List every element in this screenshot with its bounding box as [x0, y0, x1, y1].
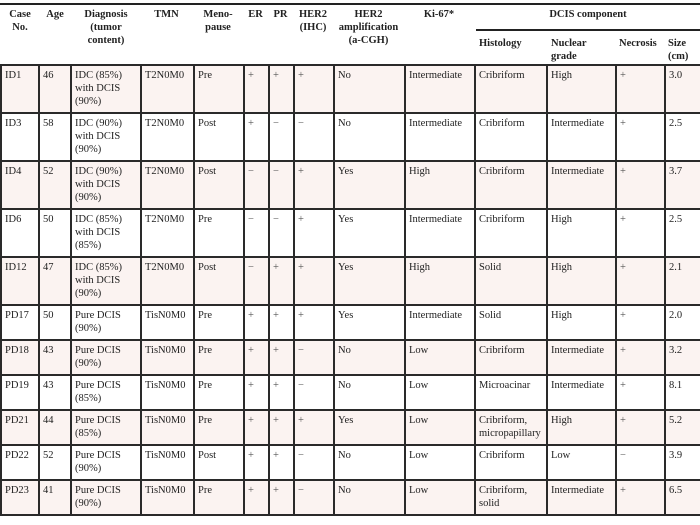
- menopause-cell: Post: [194, 113, 244, 161]
- her2-amplification-cell: Yes: [334, 209, 405, 257]
- necrosis-cell: +: [616, 65, 665, 113]
- diagnosis-cell: Pure DCIS (90%): [71, 305, 141, 340]
- header-er: ER: [248, 9, 263, 20]
- her2-ihc-cell: −: [294, 375, 334, 410]
- age-cell: 44: [39, 410, 71, 445]
- her2-amplification-cell: No: [334, 340, 405, 375]
- table-row: [1, 445, 700, 480]
- nuclear-grade-cell: High: [547, 257, 616, 305]
- table-row: [1, 161, 700, 209]
- header-necrosis: Necrosis: [619, 38, 657, 49]
- header-dcis-component: DCIS component: [549, 9, 627, 20]
- ki67-cell: Low: [405, 445, 475, 480]
- header-menopause: Meno- pause: [203, 9, 233, 33]
- tmn-cell: T2N0M0: [141, 161, 194, 209]
- tmn-cell: TisN0M0: [141, 410, 194, 445]
- diagnosis-cell: IDC (85%) with DCIS (85%): [71, 209, 141, 257]
- pr-cell: +: [269, 305, 294, 340]
- case-cell: PD23: [1, 480, 39, 515]
- data-table: [0, 64, 700, 516]
- tmn-cell: TisN0M0: [141, 480, 194, 515]
- her2-ihc-cell: +: [294, 305, 334, 340]
- histology-cell: Solid: [475, 305, 547, 340]
- menopause-cell: Pre: [194, 375, 244, 410]
- her2-ihc-cell: −: [294, 340, 334, 375]
- er-cell: −: [244, 209, 269, 257]
- header-her2-amplification: HER2 amplification (a-CGH): [338, 9, 399, 46]
- case-cell: PD19: [1, 375, 39, 410]
- pr-cell: −: [269, 209, 294, 257]
- necrosis-cell: +: [616, 480, 665, 515]
- er-cell: −: [244, 257, 269, 305]
- tmn-cell: T2N0M0: [141, 65, 194, 113]
- her2-ihc-cell: +: [294, 209, 334, 257]
- nuclear-grade-cell: Intermediate: [547, 161, 616, 209]
- her2-amplification-cell: Yes: [334, 257, 405, 305]
- age-cell: 50: [39, 305, 71, 340]
- er-cell: +: [244, 113, 269, 161]
- case-cell: PD17: [1, 305, 39, 340]
- size-cell: 6.5: [665, 480, 700, 515]
- header-size: Size (cm): [668, 38, 689, 62]
- pr-cell: −: [269, 161, 294, 209]
- pr-cell: +: [269, 340, 294, 375]
- her2-ihc-cell: +: [294, 65, 334, 113]
- er-cell: +: [244, 480, 269, 515]
- table-header: [0, 0, 700, 66]
- table-row: [1, 375, 700, 410]
- her2-ihc-cell: +: [294, 161, 334, 209]
- necrosis-cell: +: [616, 209, 665, 257]
- histology-cell: Microacinar: [475, 375, 547, 410]
- ki67-cell: High: [405, 257, 475, 305]
- ki67-cell: Intermediate: [405, 305, 475, 340]
- er-cell: −: [244, 161, 269, 209]
- tmn-cell: T2N0M0: [141, 113, 194, 161]
- ki67-cell: Intermediate: [405, 65, 475, 113]
- header-diagnosis: Diagnosis (tumor content): [84, 9, 128, 46]
- er-cell: +: [244, 410, 269, 445]
- diagnosis-cell: IDC (90%) with DCIS (90%): [71, 161, 141, 209]
- header-pr: PR: [273, 9, 288, 20]
- dcis-group-rule: [476, 29, 700, 31]
- table-row: [1, 410, 700, 445]
- necrosis-cell: +: [616, 161, 665, 209]
- necrosis-cell: +: [616, 113, 665, 161]
- histology-cell: Cribriform: [475, 445, 547, 480]
- header-case-no: Case No.: [9, 9, 31, 33]
- menopause-cell: Post: [194, 161, 244, 209]
- tmn-cell: TisN0M0: [141, 340, 194, 375]
- age-cell: 46: [39, 65, 71, 113]
- necrosis-cell: +: [616, 257, 665, 305]
- her2-amplification-cell: No: [334, 480, 405, 515]
- menopause-cell: Pre: [194, 410, 244, 445]
- ki67-cell: Intermediate: [405, 113, 475, 161]
- size-cell: 3.2: [665, 340, 700, 375]
- header-nuclear-grade: Nuclear grade: [551, 38, 587, 62]
- er-cell: +: [244, 305, 269, 340]
- nuclear-grade-cell: High: [547, 305, 616, 340]
- diagnosis-cell: Pure DCIS (90%): [71, 480, 141, 515]
- histology-cell: Cribriform: [475, 65, 547, 113]
- age-cell: 47: [39, 257, 71, 305]
- menopause-cell: Pre: [194, 209, 244, 257]
- er-cell: +: [244, 445, 269, 480]
- case-cell: PD22: [1, 445, 39, 480]
- her2-ihc-cell: +: [294, 257, 334, 305]
- her2-amplification-cell: Yes: [334, 410, 405, 445]
- diagnosis-cell: Pure DCIS (90%): [71, 445, 141, 480]
- her2-amplification-cell: No: [334, 113, 405, 161]
- histology-cell: Solid: [475, 257, 547, 305]
- tmn-cell: TisN0M0: [141, 375, 194, 410]
- menopause-cell: Pre: [194, 305, 244, 340]
- age-cell: 50: [39, 209, 71, 257]
- size-cell: 2.1: [665, 257, 700, 305]
- necrosis-cell: −: [616, 445, 665, 480]
- header-tmn: TMN: [154, 9, 179, 20]
- age-cell: 58: [39, 113, 71, 161]
- histology-cell: Cribriform: [475, 161, 547, 209]
- table-row: [1, 65, 700, 113]
- pr-cell: +: [269, 65, 294, 113]
- nuclear-grade-cell: High: [547, 65, 616, 113]
- histology-cell: Cribriform: [475, 209, 547, 257]
- menopause-cell: Pre: [194, 480, 244, 515]
- er-cell: +: [244, 375, 269, 410]
- pr-cell: +: [269, 480, 294, 515]
- case-cell: PD21: [1, 410, 39, 445]
- necrosis-cell: +: [616, 410, 665, 445]
- age-cell: 52: [39, 445, 71, 480]
- tmn-cell: TisN0M0: [141, 305, 194, 340]
- menopause-cell: Pre: [194, 340, 244, 375]
- case-cell: ID4: [1, 161, 39, 209]
- header-ki67: Ki-67*: [423, 9, 455, 20]
- ki67-cell: Low: [405, 410, 475, 445]
- age-cell: 43: [39, 375, 71, 410]
- table-row: [1, 257, 700, 305]
- her2-ihc-cell: +: [294, 410, 334, 445]
- necrosis-cell: +: [616, 305, 665, 340]
- menopause-cell: Pre: [194, 65, 244, 113]
- her2-amplification-cell: Yes: [334, 161, 405, 209]
- er-cell: +: [244, 65, 269, 113]
- case-cell: ID12: [1, 257, 39, 305]
- nuclear-grade-cell: Intermediate: [547, 375, 616, 410]
- necrosis-cell: +: [616, 375, 665, 410]
- diagnosis-cell: Pure DCIS (85%): [71, 410, 141, 445]
- her2-amplification-cell: No: [334, 65, 405, 113]
- her2-amplification-cell: No: [334, 375, 405, 410]
- ki67-cell: Intermediate: [405, 209, 475, 257]
- pr-cell: +: [269, 410, 294, 445]
- size-cell: 2.0: [665, 305, 700, 340]
- nuclear-grade-cell: High: [547, 410, 616, 445]
- size-cell: 3.0: [665, 65, 700, 113]
- nuclear-grade-cell: High: [547, 209, 616, 257]
- pr-cell: −: [269, 113, 294, 161]
- er-cell: +: [244, 340, 269, 375]
- tmn-cell: T2N0M0: [141, 257, 194, 305]
- diagnosis-cell: IDC (90%) with DCIS (90%): [71, 113, 141, 161]
- her2-amplification-cell: Yes: [334, 305, 405, 340]
- ki67-cell: High: [405, 161, 475, 209]
- histology-cell: Cribriform: [475, 113, 547, 161]
- table-row: [1, 480, 700, 515]
- nuclear-grade-cell: Intermediate: [547, 340, 616, 375]
- menopause-cell: Post: [194, 257, 244, 305]
- pr-cell: +: [269, 257, 294, 305]
- her2-amplification-cell: No: [334, 445, 405, 480]
- histology-cell: Cribriform, solid: [475, 480, 547, 515]
- diagnosis-cell: IDC (85%) with DCIS (90%): [71, 65, 141, 113]
- case-cell: PD18: [1, 340, 39, 375]
- tmn-cell: TisN0M0: [141, 445, 194, 480]
- size-cell: 2.5: [665, 209, 700, 257]
- table-row: [1, 209, 700, 257]
- histology-cell: Cribriform, micropapillary: [475, 410, 547, 445]
- age-cell: 41: [39, 480, 71, 515]
- her2-ihc-cell: −: [294, 113, 334, 161]
- case-cell: ID6: [1, 209, 39, 257]
- size-cell: 8.1: [665, 375, 700, 410]
- ki67-cell: Low: [405, 340, 475, 375]
- size-cell: 3.7: [665, 161, 700, 209]
- diagnosis-cell: Pure DCIS (85%): [71, 375, 141, 410]
- size-cell: 3.9: [665, 445, 700, 480]
- her2-ihc-cell: −: [294, 480, 334, 515]
- table-row: [1, 340, 700, 375]
- header-age: Age: [46, 9, 64, 20]
- size-cell: 5.2: [665, 410, 700, 445]
- age-cell: 52: [39, 161, 71, 209]
- table-row: [1, 113, 700, 161]
- diagnosis-cell: Pure DCIS (90%): [71, 340, 141, 375]
- pr-cell: +: [269, 375, 294, 410]
- pr-cell: +: [269, 445, 294, 480]
- tmn-cell: T2N0M0: [141, 209, 194, 257]
- header-histology: Histology: [479, 38, 522, 49]
- size-cell: 2.5: [665, 113, 700, 161]
- table-row: [1, 305, 700, 340]
- age-cell: 43: [39, 340, 71, 375]
- nuclear-grade-cell: Intermediate: [547, 480, 616, 515]
- header-her2-ihc: HER2 (IHC): [298, 9, 327, 33]
- ki67-cell: Low: [405, 375, 475, 410]
- nuclear-grade-cell: Intermediate: [547, 113, 616, 161]
- nuclear-grade-cell: Low: [547, 445, 616, 480]
- menopause-cell: Post: [194, 445, 244, 480]
- case-cell: ID1: [1, 65, 39, 113]
- necrosis-cell: +: [616, 340, 665, 375]
- ki67-cell: Low: [405, 480, 475, 515]
- diagnosis-cell: IDC (85%) with DCIS (90%): [71, 257, 141, 305]
- histology-cell: Cribriform: [475, 340, 547, 375]
- case-cell: ID3: [1, 113, 39, 161]
- her2-ihc-cell: −: [294, 445, 334, 480]
